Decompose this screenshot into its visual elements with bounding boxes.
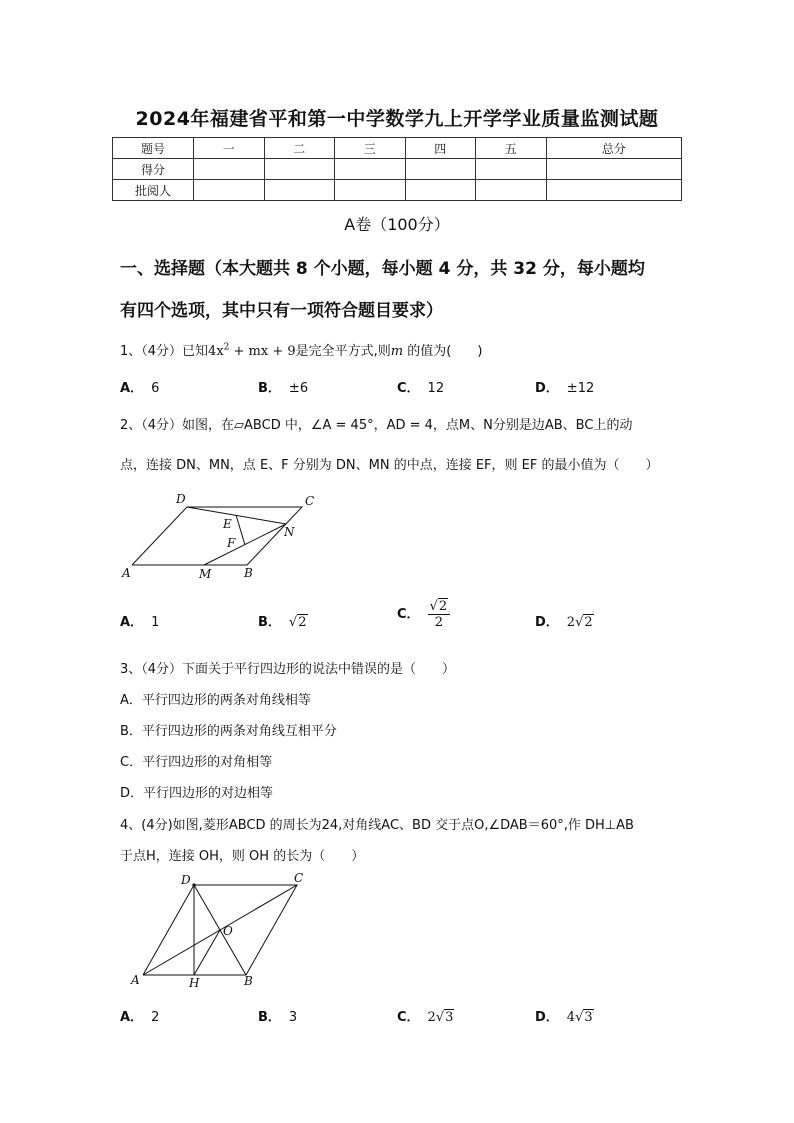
section-heading-line1: 一、选择题（本大题共 8 个小题，每小题 4 分，共 32 分，每小题均 xyxy=(120,259,645,279)
q1-option-b[interactable]: B． ±6 xyxy=(258,381,309,396)
figure-label: C xyxy=(294,872,304,885)
q1-prefix: 1、（4分）已知 xyxy=(120,344,209,359)
question-4-line2: 于点H，连接 OH，则 OH 的长为（ ） xyxy=(120,849,365,864)
q1-suffix: 的值为( ) xyxy=(403,344,483,359)
figure-label: N xyxy=(284,525,295,539)
table-cell: 总分 xyxy=(546,138,682,159)
figure-label: A xyxy=(131,973,140,987)
q2-option-c[interactable]: C． $\frac{√2}{2}$ xyxy=(397,598,450,630)
q1-option-a[interactable]: A． 6 xyxy=(120,381,160,396)
score-cell[interactable] xyxy=(335,159,406,180)
grader-cell[interactable] xyxy=(546,180,682,201)
parallelogram-abcd xyxy=(132,507,302,565)
figure-label: C xyxy=(305,494,315,508)
grader-cell[interactable] xyxy=(476,180,547,201)
table-cell: 得分 xyxy=(113,159,194,180)
figure-label: F xyxy=(227,536,236,550)
table-cell: 题号 xyxy=(113,138,194,159)
question-4-line1: 4、(4分)如图,菱形ABCD 的周长为24,对角线AC、BD 交于点O,∠DAB＝60°,作 DH⊥AB xyxy=(120,818,634,833)
q2-option-a[interactable]: A． 1 xyxy=(120,615,160,630)
score-cell[interactable] xyxy=(546,159,682,180)
q3-option-d[interactable]: D．平行四边形的对边相等 xyxy=(120,786,274,801)
q1-expr-a: 4x xyxy=(208,344,224,359)
score-cell[interactable] xyxy=(405,159,476,180)
table-cell: 一 xyxy=(194,138,265,159)
question-2-line1: 2、（4分）如图，在▱ABCD 中，∠A = 45°，AD = 4，点M、N分别是边AB、BC上的动 xyxy=(120,418,633,433)
figure-label: H xyxy=(189,976,200,990)
figure-label: A xyxy=(122,566,131,580)
figure-label: B xyxy=(244,566,253,580)
grader-cell[interactable] xyxy=(405,180,476,201)
table-row xyxy=(113,159,682,180)
table-cell: 批阅人 xyxy=(113,180,194,201)
q4-option-d[interactable]: D． 4√3 xyxy=(535,1010,593,1025)
q4-option-c[interactable]: C． 2√3 xyxy=(397,1010,454,1025)
q1-option-d[interactable]: D． ±12 xyxy=(535,381,595,396)
q2-option-b[interactable]: B． √2 xyxy=(258,615,307,630)
grader-cell[interactable] xyxy=(335,180,406,201)
figure-label: D xyxy=(176,492,186,506)
figure-label: D xyxy=(181,873,191,887)
score-table xyxy=(112,137,682,201)
table-row xyxy=(113,138,682,159)
question-2-line2: 点，连接 DN、MN，点 E、F 分别为 DN、MN 的中点，连接 EF，则 EF 的最小值为（ ） xyxy=(120,458,659,473)
figure-label: E xyxy=(223,517,232,531)
q3-option-b[interactable]: B．平行四边形的两条对角线互相平分 xyxy=(120,724,337,739)
section-heading-line2: 有四个选项，其中只有一项符合题目要求） xyxy=(120,301,443,321)
grader-cell[interactable] xyxy=(264,180,335,201)
question-3: 3、（4分）下面关于平行四边形的说法中错误的是（ ） xyxy=(120,662,456,677)
q1-option-c[interactable]: C． 12 xyxy=(397,381,445,396)
table-row xyxy=(113,180,682,201)
page-title: 2024年福建省平和第一中学数学九上开学学业质量监测试题 xyxy=(135,108,659,130)
figure-label: B xyxy=(244,974,253,988)
figure-label: O xyxy=(223,924,233,938)
table-cell: 四 xyxy=(405,138,476,159)
score-cell[interactable] xyxy=(264,159,335,180)
table-cell: 二 xyxy=(264,138,335,159)
segment-oh xyxy=(194,930,220,975)
q1-var: m xyxy=(390,344,404,359)
grader-cell[interactable] xyxy=(194,180,265,201)
table-cell: 五 xyxy=(476,138,547,159)
figure-label: M xyxy=(199,567,212,581)
score-cell[interactable] xyxy=(194,159,265,180)
q4-option-b[interactable]: B． 3 xyxy=(258,1010,298,1025)
q3-option-c[interactable]: C．平行四边形的对角相等 xyxy=(120,755,273,770)
q2-figure xyxy=(118,488,328,584)
q1-expr-sup: 2 xyxy=(223,342,230,353)
q1-mid: 是完全平方式,则 xyxy=(295,344,391,359)
score-cell[interactable] xyxy=(476,159,547,180)
q2-option-d[interactable]: D． 2√2 xyxy=(535,615,593,630)
q3-option-a[interactable]: A．平行四边形的两条对角线相等 xyxy=(120,693,311,708)
q4-option-a[interactable]: A． 2 xyxy=(120,1010,160,1025)
table-cell: 三 xyxy=(335,138,406,159)
segment-ef xyxy=(236,515,245,545)
q4-figure xyxy=(126,872,316,992)
q1-expr-b: + mx + 9 xyxy=(229,344,296,359)
question-1 xyxy=(120,340,482,359)
volume-heading: A卷（100分） xyxy=(344,215,450,234)
